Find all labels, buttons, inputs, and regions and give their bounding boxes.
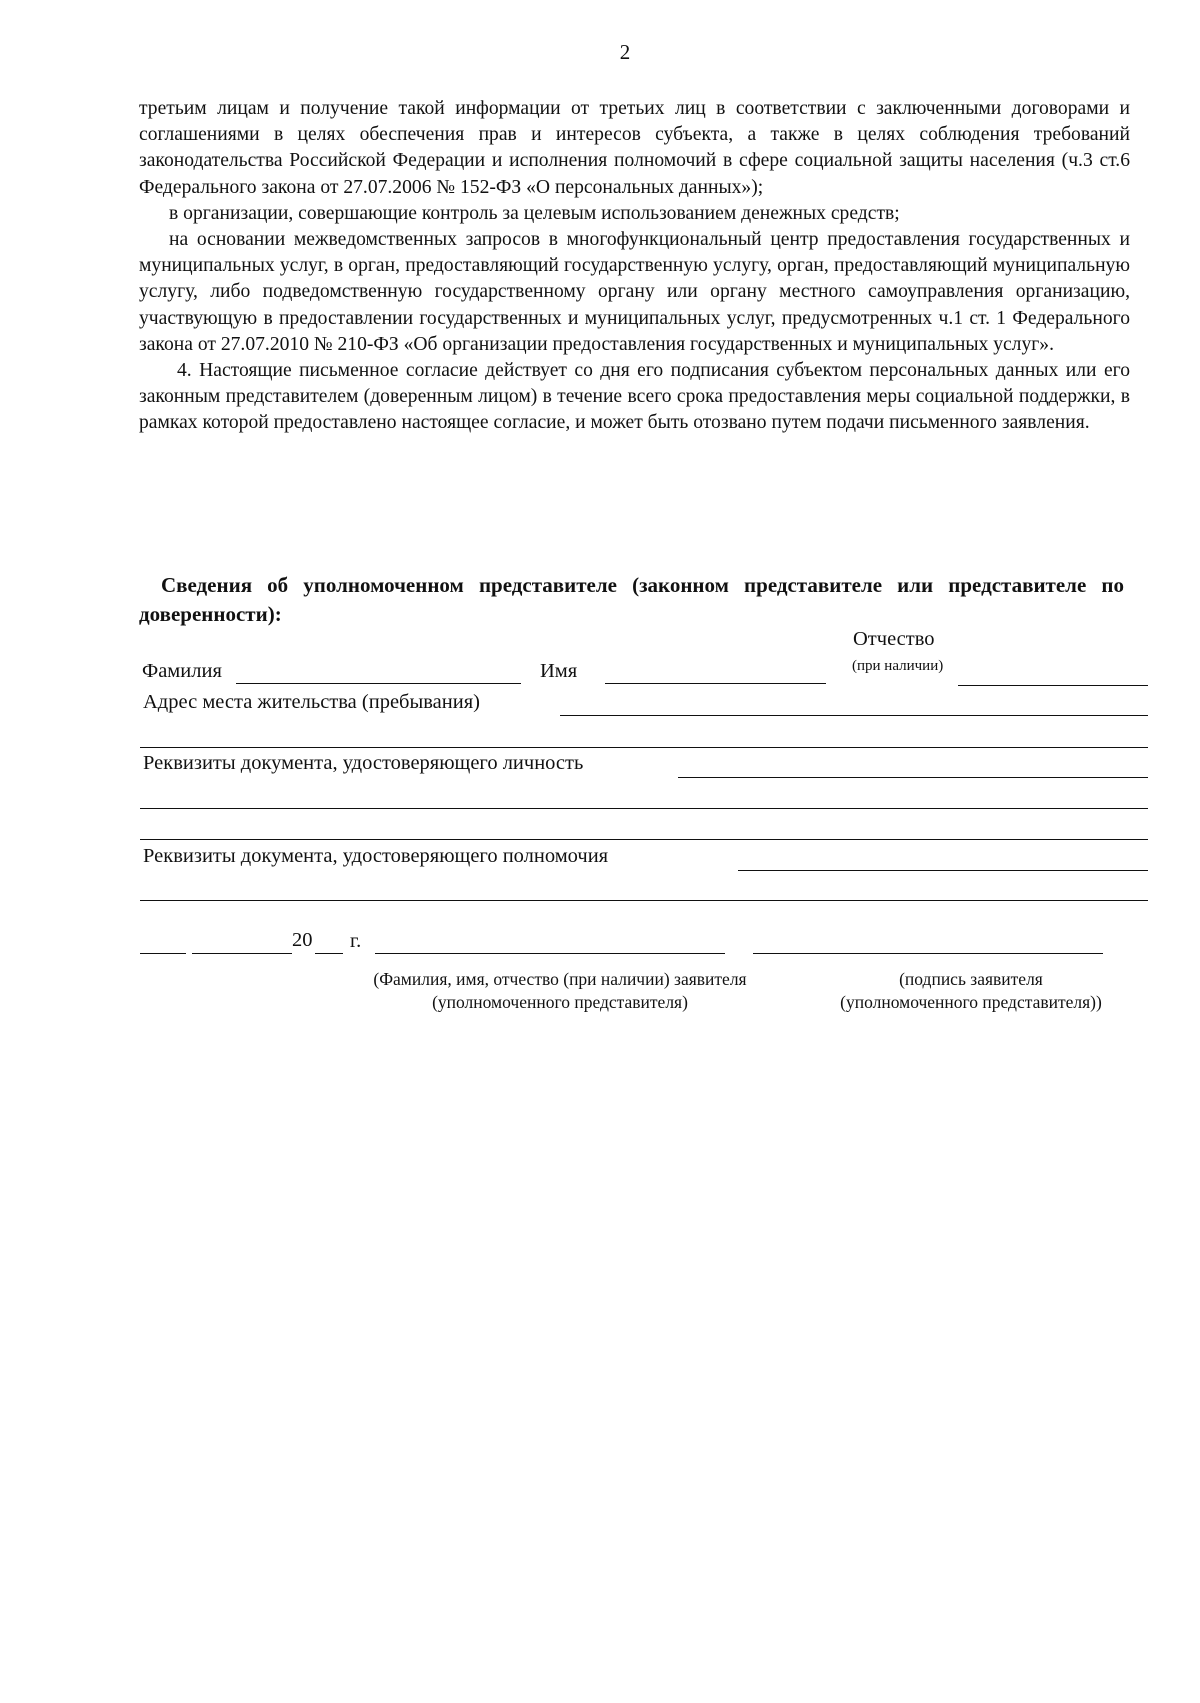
authority-document-label: Реквизиты документа, удостоверяющего полномочия xyxy=(143,845,609,867)
date-year-line[interactable] xyxy=(315,953,343,954)
page-number: 2 xyxy=(619,40,631,64)
address-label: Адрес места жительства (пребывания) xyxy=(143,691,480,713)
date-year-suffix: г. xyxy=(350,930,362,952)
paragraph-interagency-requests: на основании межведомственных запросов в многофункциональный центр предоставления государственных и муниципальных услуг, в орган, предоставляющий государственную услугу, орган, предоставляющий муниципальную услугу, либо подведомственную государственному органу или органу местного самоуправления организацию, участвующую в предоставлении государственных и муниципальных услуг, предусмотренных ч.1 ст. 1 Федерального закона от 27.07.2010 № 210-ФЗ «Об организации предоставления государственных и муниципальных услуг». xyxy=(139,229,1130,355)
name-label: Имя xyxy=(540,660,578,682)
identity-document-field-line[interactable] xyxy=(678,777,1148,778)
applicant-name-line[interactable] xyxy=(375,953,725,954)
applicant-signature-caption xyxy=(798,968,1144,1014)
applicant-name-caption-line1: (Фамилия, имя, отчество (при наличии) заявителя xyxy=(373,969,747,989)
applicant-name-caption-line2: (уполномоченного представителя) xyxy=(432,992,688,1012)
patronymic-field-line[interactable] xyxy=(958,685,1148,686)
patronymic-label: Отчество xyxy=(853,628,935,650)
authority-document-field-line[interactable] xyxy=(738,870,1148,871)
patronymic-note: (при наличии) xyxy=(852,658,944,674)
surname-label: Фамилия xyxy=(142,660,222,682)
applicant-signature-line[interactable] xyxy=(753,953,1103,954)
identity-document-label: Реквизиты документа, удостоверяющего личность xyxy=(143,752,584,774)
identity-document-field-line-3[interactable] xyxy=(140,839,1148,840)
paragraph-third-parties: третьим лицам и получение такой информации от третьих лиц в соответствии с заключенными договорами и соглашениями в целях обеспечения прав и интересов субъекта, а также в целях соблюдения требований законодательства Российской Федерации и исполнения полномочий в сфере социальной защиты населения (ч.3 ст.6 Федерального закона от 27.07.2006 № 152-ФЗ «О персональных данных»); xyxy=(139,98,1130,198)
authority-document-field-line-2[interactable] xyxy=(140,900,1148,901)
date-month-line[interactable] xyxy=(192,953,292,954)
applicant-name-caption xyxy=(350,968,770,1014)
paragraph-control-organizations: в организации, совершающие контроль за целевым использованием денежных средств; xyxy=(169,202,900,224)
date-year-prefix: 20 xyxy=(292,929,313,951)
address-field-line[interactable] xyxy=(560,715,1148,716)
applicant-signature-caption-line1: (подпись заявителя xyxy=(899,969,1043,989)
name-field-line[interactable] xyxy=(605,683,826,684)
identity-document-field-line-2[interactable] xyxy=(140,808,1148,809)
consent-body-text xyxy=(139,96,1130,437)
surname-field-line[interactable] xyxy=(236,683,521,684)
applicant-signature-caption-line2: (уполномоченного представителя)) xyxy=(840,992,1102,1012)
representative-section-heading: Сведения об уполномоченном представителе (законном представителе или представителе по доверенности): xyxy=(139,573,1124,626)
date-day-line[interactable] xyxy=(140,953,186,954)
paragraph-consent-validity: 4. Настоящие письменное согласие действует со дня его подписания субъектом персональных данных или его законным представителем (доверенным лицом) в течение всего срока предоставления меры социальной поддержки, в рамках которой предоставлено настоящее согласие, и может быть отозвано путем подачи письменного заявления. xyxy=(139,360,1130,434)
address-field-line-2[interactable] xyxy=(140,747,1148,748)
